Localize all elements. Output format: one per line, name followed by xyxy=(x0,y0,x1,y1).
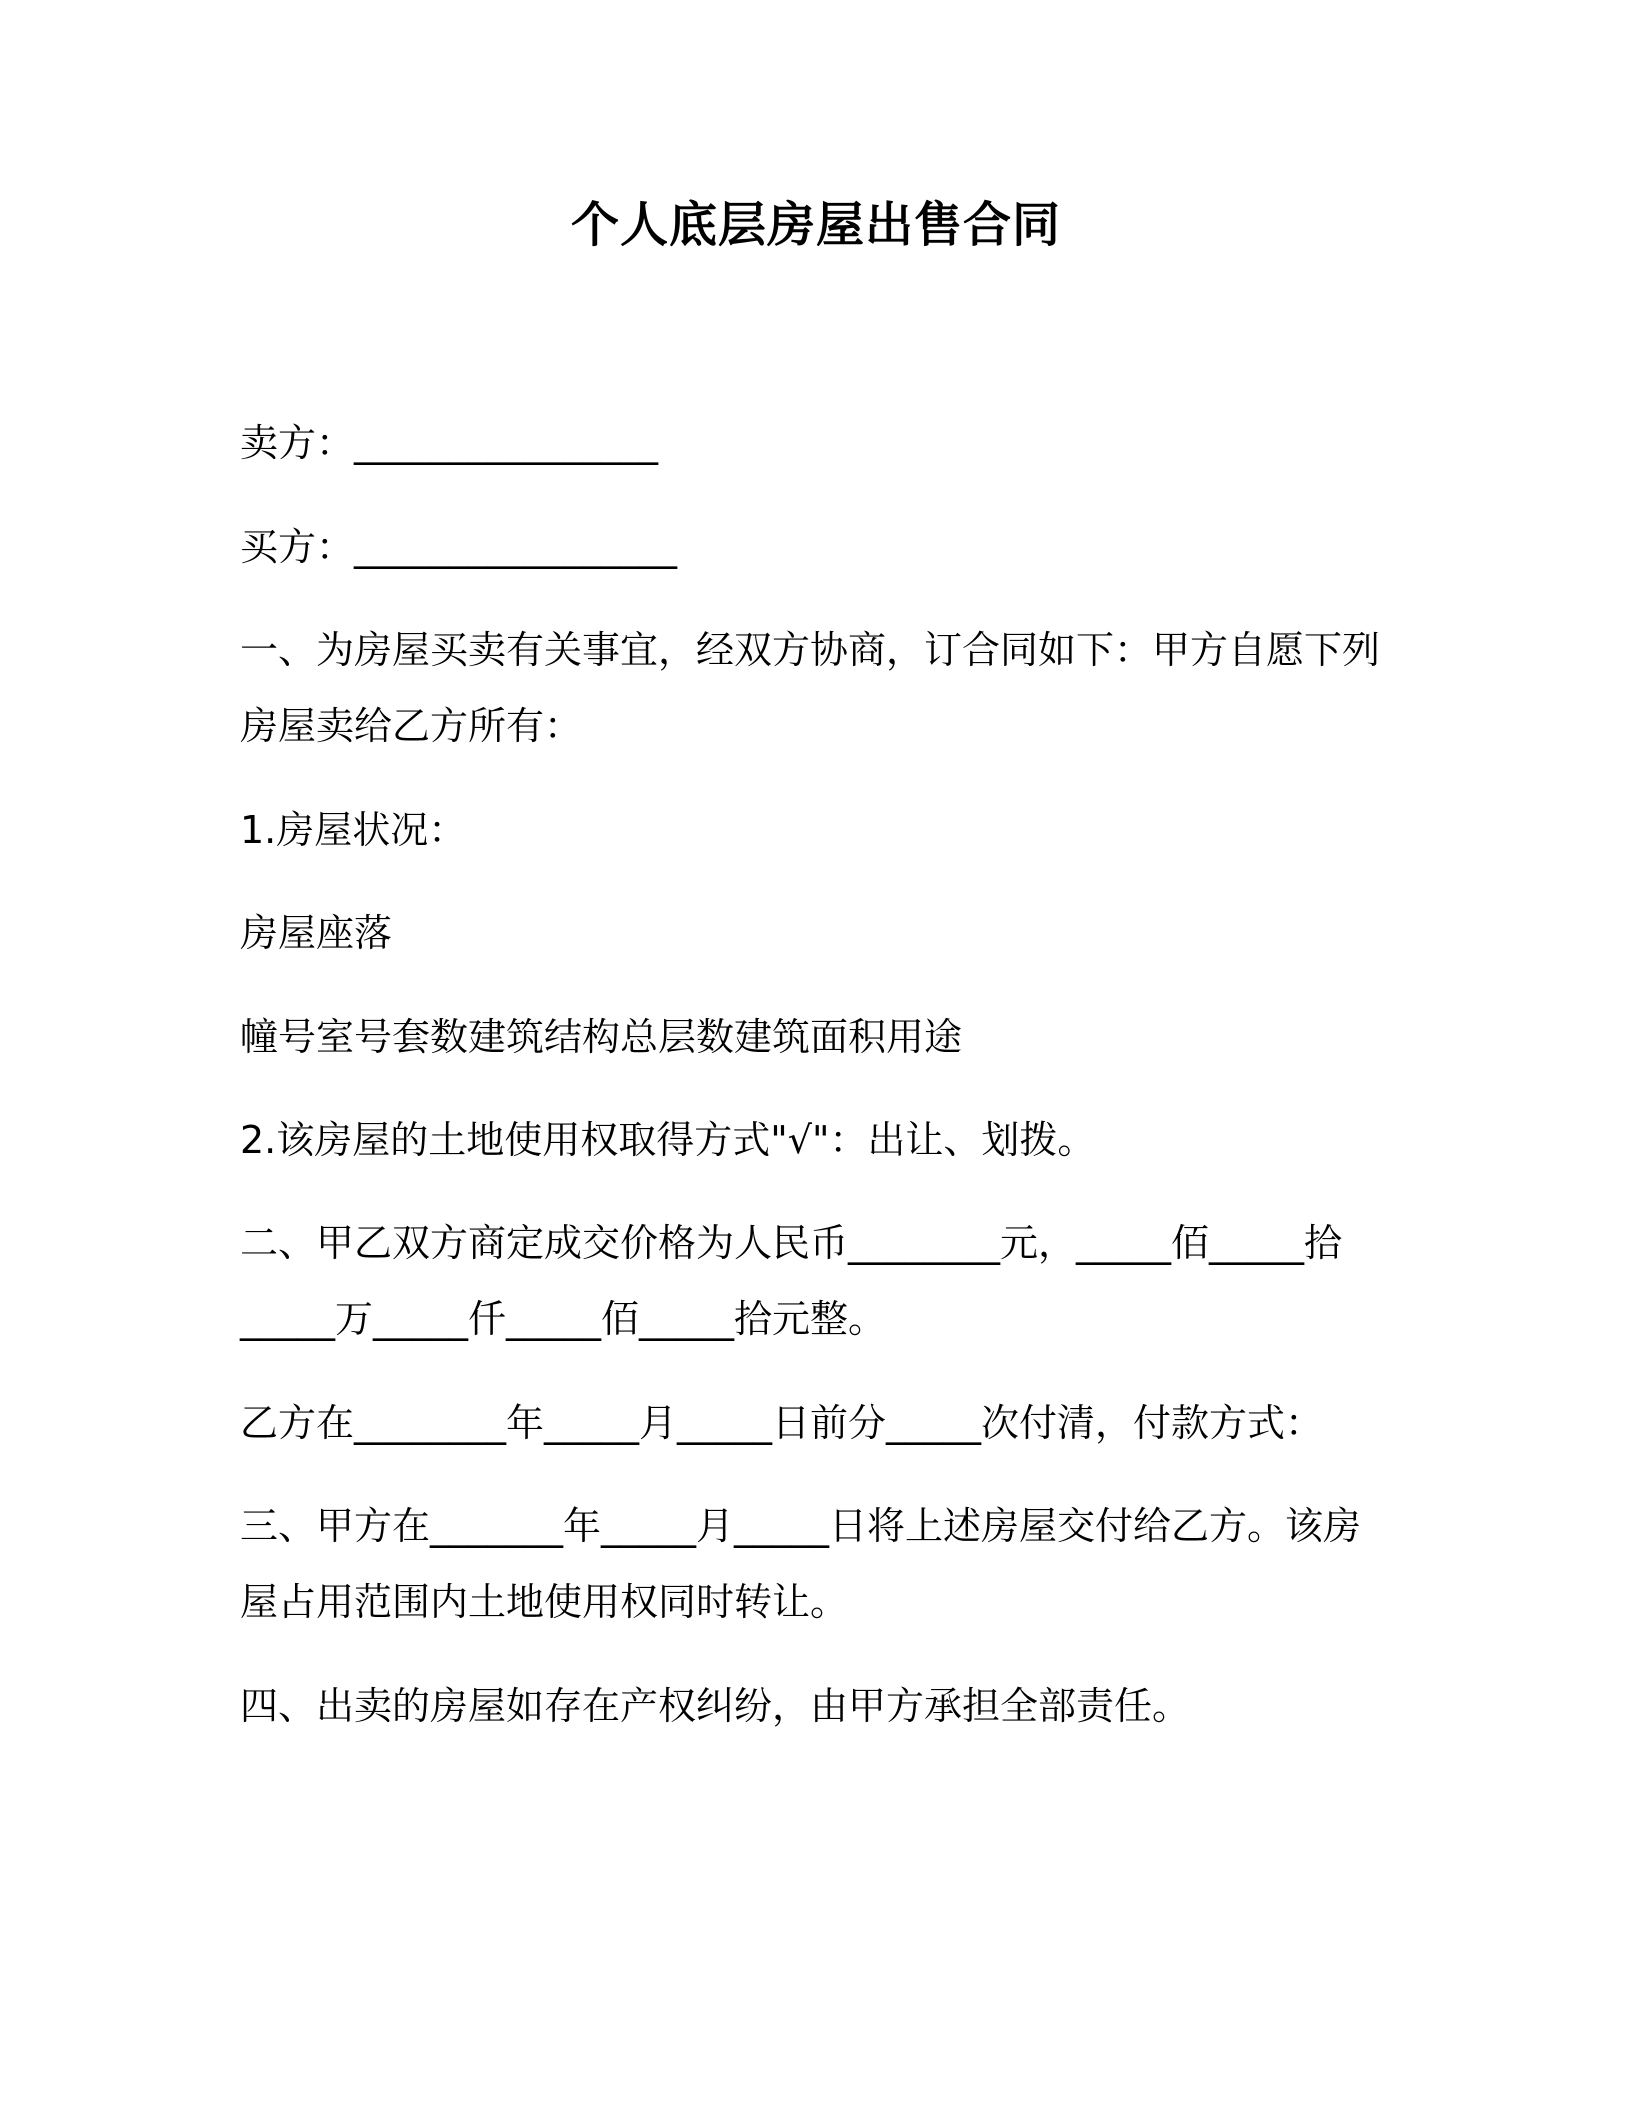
item-1-heading: 1.房屋状况： xyxy=(240,808,467,852)
clause-2-line-2: _____万_____仟_____佰_____拾元整。 xyxy=(240,1297,887,1341)
clause-1-line-1: 一、为房屋买卖有关事宜，经双方协商，订合同如下：甲方自愿下列 xyxy=(240,628,1381,672)
item-2-line: 2.该房屋的土地使用权取得方式"√"：出让、划拨。 xyxy=(240,1118,1096,1162)
clause-3-line-2: 屋占用范围内土地使用权同时转让。 xyxy=(240,1580,849,1624)
document-title: 个人底层房屋出售合同 xyxy=(570,197,1061,253)
clause-1-line-2: 房屋卖给乙方所有： xyxy=(240,704,583,748)
buyer-line: 买方：_________________ xyxy=(240,525,678,569)
clause-2-line-1: 二、甲乙双方商定成交价格为人民币________元，_____佰_____拾 xyxy=(240,1221,1343,1265)
payment-line: 乙方在________年_____月_____日前分_____次付清，付款方式： xyxy=(240,1401,1324,1445)
seller-line: 卖方：________________ xyxy=(240,421,659,465)
clause-3-line-1: 三、甲方在_______年_____月_____日将上述房屋交付给乙方。该房 xyxy=(240,1504,1362,1548)
location-line: 房屋座落 xyxy=(240,911,393,955)
clause-4-line: 四、出卖的房屋如存在产权纠纷，由甲方承担全部责任。 xyxy=(240,1684,1191,1728)
fields-line: 幢号室号套数建筑结构总层数建筑面积用途 xyxy=(240,1015,963,1059)
